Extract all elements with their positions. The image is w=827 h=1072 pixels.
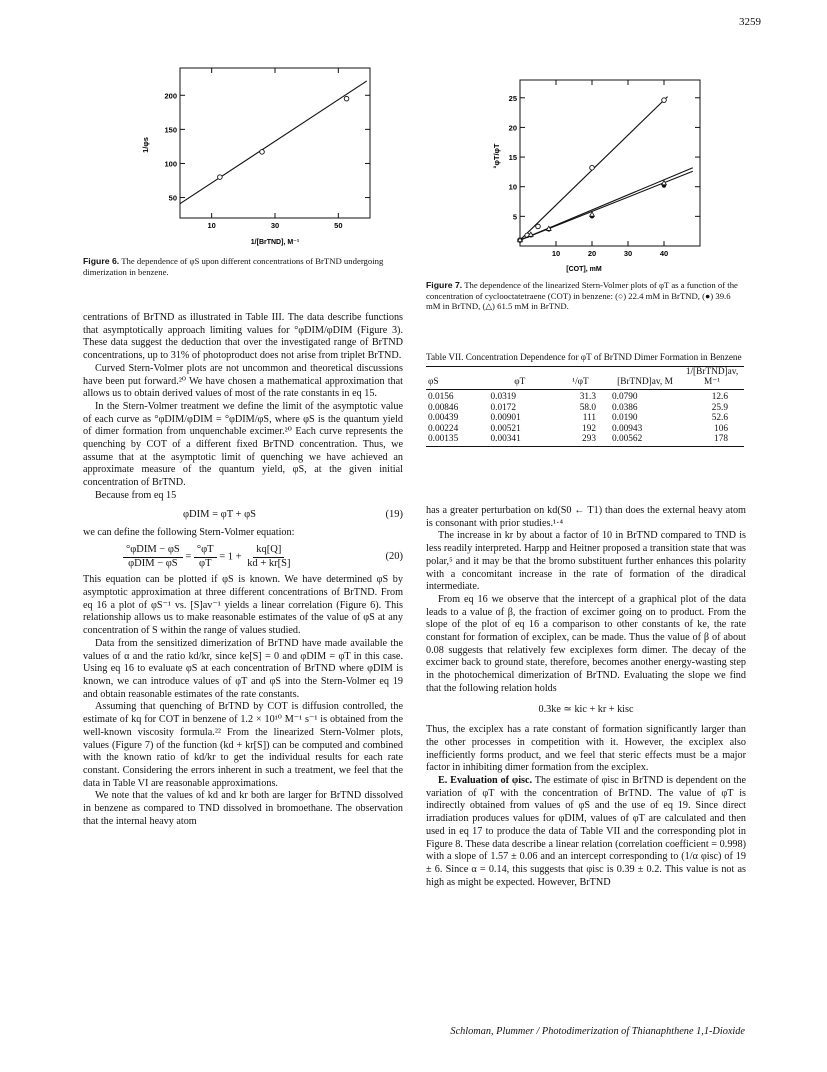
table-cell: 106	[714, 423, 728, 434]
y-axis-label: 1/φs	[141, 137, 150, 153]
fit-line	[180, 81, 367, 204]
x-tick-label: 30	[270, 221, 280, 230]
table-header: φS	[428, 377, 439, 387]
figure-6-caption	[83, 256, 401, 277]
data-point	[662, 98, 667, 103]
eq20-frac-mid: $\frac{^\circ\varphi T}{\varphi T}$	[194, 544, 217, 570]
table-cell: 0.00135	[428, 434, 459, 445]
table-cell: 111	[582, 413, 596, 424]
y-tick-label: 5	[512, 212, 517, 222]
x-tick-label: 20	[587, 249, 597, 258]
equation-20: $\frac{\text{°φDIM − φS}}{\text{φDIM − φS}}$ = $\frac{^\circ\varphi T}{\varphi T}$ = 1 + $\frac{kq[Q]}{kd + kr[S]}$ (20)	[83, 544, 403, 570]
table-header: ¹/φT	[572, 377, 589, 387]
equation-19-number: (19)	[385, 508, 403, 520]
table-cell: 0.0790	[612, 392, 638, 403]
table-row	[426, 403, 744, 413]
left-paragraph: This equation can be plotted if φS is known. We have determined φS by asymptotic approximation at three different concentrations of BrTND. From eq 16 a plot of φS⁻¹ vs. [S]av⁻¹ yields a linear correlation (Figure 6). This relationship allows us to make reasonable estimates of the value of φS at any concentration of S within the range of values studied.	[83, 574, 403, 637]
table-cell: 0.0190	[612, 413, 638, 424]
figure-7-chart	[492, 76, 707, 274]
right-column	[426, 505, 746, 889]
left-paragraph: Data from the sensitized dimerization of BrTND have made available the values of α and the ratio kd/kr, since ke[S] = 0 and φDIM = φT in this case. Using eq 16 to evaluate φS at each concentration of BrTND where φDIM is known, we can introduce values of φT and φS into the Stern-Volmer eq 19 and obtain reasonable estimates of the rate constants.	[83, 637, 403, 700]
left-paragraph: Curved Stern-Volmer plots are not uncommon and theoretical discussions have been put forward.²⁰ We have chosen a mathematical approximation that allows us to obtain derived values of most of the rate constants in eq 15.	[83, 362, 403, 400]
section-e-heading: E. Evaluation of φisc.	[438, 775, 533, 787]
page-number: 3259	[739, 16, 761, 28]
y-tick-label: 50	[168, 193, 177, 203]
eq20-one: = 1 +	[219, 551, 242, 563]
table-cell: 192	[582, 423, 596, 434]
figure-7-label: Figure 7.	[426, 280, 463, 290]
equation-20-number: (20)	[385, 550, 403, 562]
table-cell: 25.9	[711, 402, 728, 413]
x-axis-label: 1/[BrTND], M⁻¹	[250, 239, 300, 246]
table-cell: 0.0156	[428, 392, 454, 403]
eq20-frac-right: $\frac{kq[Q]}{kd + kr[S]}$	[247, 543, 291, 569]
y-tick-label: 150	[164, 125, 177, 135]
x-tick-label: 10	[207, 221, 216, 230]
plot-frame	[520, 80, 700, 246]
y-tick-label: 25	[508, 93, 517, 103]
table-row	[426, 434, 744, 444]
figure-6-label: Figure 6.	[83, 256, 120, 266]
table-cell: 0.00521	[490, 423, 521, 434]
table-cell: 31.3	[579, 392, 596, 403]
table-cell: 0.0319	[490, 392, 517, 403]
right-paragraph: has a greater perturbation on kd(S0 ← T1) than does the external heavy atom is consonant with prior studies.¹·⁴	[426, 505, 746, 529]
data-point	[536, 224, 541, 229]
table-cell: 0.00562	[612, 434, 643, 445]
left-paragraph: We note that the values of kd and kr both are larger for BrTND dissolved in benzene as compared to TND dissolved in bromoethane. The observation that the internal heavy atom	[83, 790, 403, 827]
table-7-title: Table VII. Concentration Dependence for φT of BrTND Dimer Formation in Benzene	[426, 352, 742, 362]
table-cell: 0.00901	[490, 413, 521, 424]
table-cell: 0.00439	[428, 413, 459, 424]
left-paragraph: Because from eq 15	[95, 489, 177, 501]
left-column	[83, 312, 403, 828]
table-header: φT	[514, 377, 526, 387]
right-equation: 0.3ke ≃ kic + kr + kisc	[538, 703, 634, 715]
y-tick-label: 20	[508, 123, 517, 133]
y-tick-label: 200	[164, 91, 177, 101]
x-tick-label: 40	[659, 249, 669, 258]
plot-frame	[180, 68, 370, 218]
y-tick-label: 15	[508, 153, 517, 163]
table-cell: 58.0	[579, 402, 596, 413]
table-7	[426, 352, 744, 447]
table-row	[426, 413, 744, 423]
figure-7-caption-text: The dependence of the linearized Stern-Volmer plots of φT as a function of the concentration of cyclooctatetraene (COT) in benzene: (○) 22.4 mM in BrTND, (●) 39.6 mM in BrTND, (△) 61.5 mM in BrTND.	[426, 280, 738, 312]
left-paragraph: centrations of BrTND as illustrated in Table III. The data describe functions that asymptotically approach limiting values for °φDIM/φDIM (Figure 3). These data suggest the deduction that over the investigated range of BrTND concentrations, up to 31% of photoproduct does not arise from triplet BrTND.	[83, 312, 403, 362]
y-tick-label: 10	[508, 182, 517, 192]
table-cell: 0.00846	[428, 402, 459, 413]
figure-6-chart	[138, 60, 378, 255]
table-header: 1/[BrTND]av, M⁻¹	[685, 366, 739, 387]
equation-19	[83, 509, 403, 522]
right-paragraph: E. Evaluation of φisc. The estimate of φisc in BrTND is dependent on the variation of φT with the concentration of BrTND. The value of φT is indirectly obtained from values of φS and the use of eq 19. Since direct irradiation produces values for φDIM, values of φT are calculated and then used in eq 17 to produce the data of Table VII and the corresponding plot in Figure 8. These data describe a linear relation (correlation coefficient = 0.998) with a slope of 1.57 ± 0.06 and an intercept corresponding to (1/α φisc) of 19 ± 6. Since α = 0.14, this suggests that φisc is 0.39 ± 0.2. This value is not as high as might be expected. However, BrTND	[426, 775, 746, 888]
x-tick-label: 50	[334, 221, 343, 230]
left-paragraph: Assuming that quenching of BrTND by COT is diffusion controlled, the estimate of kq for COT in benzene of 1.2 × 10¹⁰ M⁻¹ s⁻¹ is obtained from the well-known viscosity formula.²² From the linearized Stern-Volmer plots, values (Figure 7) of the function (kd + kr[S]) can be computed and combined with the known ratio of kd/kr to get the individual results for each rate constant. Considering the errors inherent in such a treatment, we feel that the data in Table VI are reasonable approximations.	[83, 701, 403, 789]
figure-6-caption-text: The dependence of φS upon different concentrations of BrTND undergoing dimerization in benzene.	[83, 256, 384, 277]
table-cell: 0.00341	[490, 434, 521, 445]
table-cell: 0.00943	[612, 423, 643, 434]
eq20-frac-left: $\frac{\text{°φDIM − φS}}{\text{φDIM − φS}}$	[123, 544, 183, 570]
table-row	[426, 424, 744, 434]
x-tick-label: 10	[551, 249, 561, 258]
table-7-grid	[426, 367, 744, 448]
fit-line	[520, 168, 693, 240]
right-paragraph: From eq 16 we observe that the intercept of a graphical plot of the data leads to a value of β, the fraction of excimer going on to product. From the slope of the plot of eq 16 a comparison to other constants of ke, the rate constant for formation of exciplex, can be made. Thus the value of β of about 0.08 suggests that relatively few exciplexes form dimer. The decay of the excimer back to ground state, therefore, becomes another energy-wasting step in the photochemical dimerization of BrTND. Evaluating the slope we find that the following relation holds	[426, 593, 746, 694]
table-cell: 293	[582, 434, 596, 445]
data-point	[590, 165, 595, 170]
running-footer: Schloman, Plummer / Photodimerization of Thianaphthene 1,1-Dioxide	[450, 1026, 745, 1037]
table-row	[426, 392, 744, 402]
equation-19-body: φDIM = φT + φS	[183, 508, 257, 520]
figure-7-caption	[426, 280, 743, 312]
right-paragraph: Thus, the exciplex has a rate constant of formation significantly larger than the other processes in competition with it. However, the exciplex also inefficiently forms product, and we feel that steric effects must be a major factor in inhibiting dimer formation from the exciplex.	[426, 724, 746, 774]
right-paragraph: The increase in kr by about a factor of 10 in BrTND compared to TND is less readily interpreted. Harpp and Heitner proposed a transition state that was polar,⁵ and it may be that the bromo substituent further enhances this polarity with a concomitant increase in the rate of formation of the diradical intermediate.	[426, 530, 746, 593]
table-cell: 12.6	[711, 392, 728, 403]
data-point	[218, 175, 223, 180]
table-cell: 0.00224	[428, 423, 459, 434]
y-axis-label: °φT/φT	[492, 143, 501, 169]
left-paragraph: In the Stern-Volmer treatment we define the limit of the asymptotic value of each curve as °φDIM/φDIM = °φDIM/φS, where φS is the quantum yield of dimer formation from unquenchable excimer.²⁰ Each curve represents the quenching by COT of a different fixed BrTND concentration. Thus, we assume that at the asymptotic limit of quenching we have achieved an approximate measure of the quantum yield, φS, at the given initial concentration of BrTND.	[83, 400, 403, 489]
y-tick-label: 100	[164, 159, 177, 169]
data-point	[260, 150, 265, 155]
table-cell: 0.0386	[612, 402, 638, 413]
data-point	[344, 96, 349, 101]
x-axis-label: [COT], mM	[566, 266, 602, 273]
table-header: [BrTND]av, M	[617, 377, 673, 387]
table-cell: 178	[714, 434, 728, 445]
left-paragraph: we can define the following Stern-Volmer equation:	[83, 527, 295, 539]
x-tick-label: 30	[623, 249, 633, 258]
table-cell: 0.0172	[490, 402, 517, 413]
table-cell: 52.6	[711, 413, 728, 424]
